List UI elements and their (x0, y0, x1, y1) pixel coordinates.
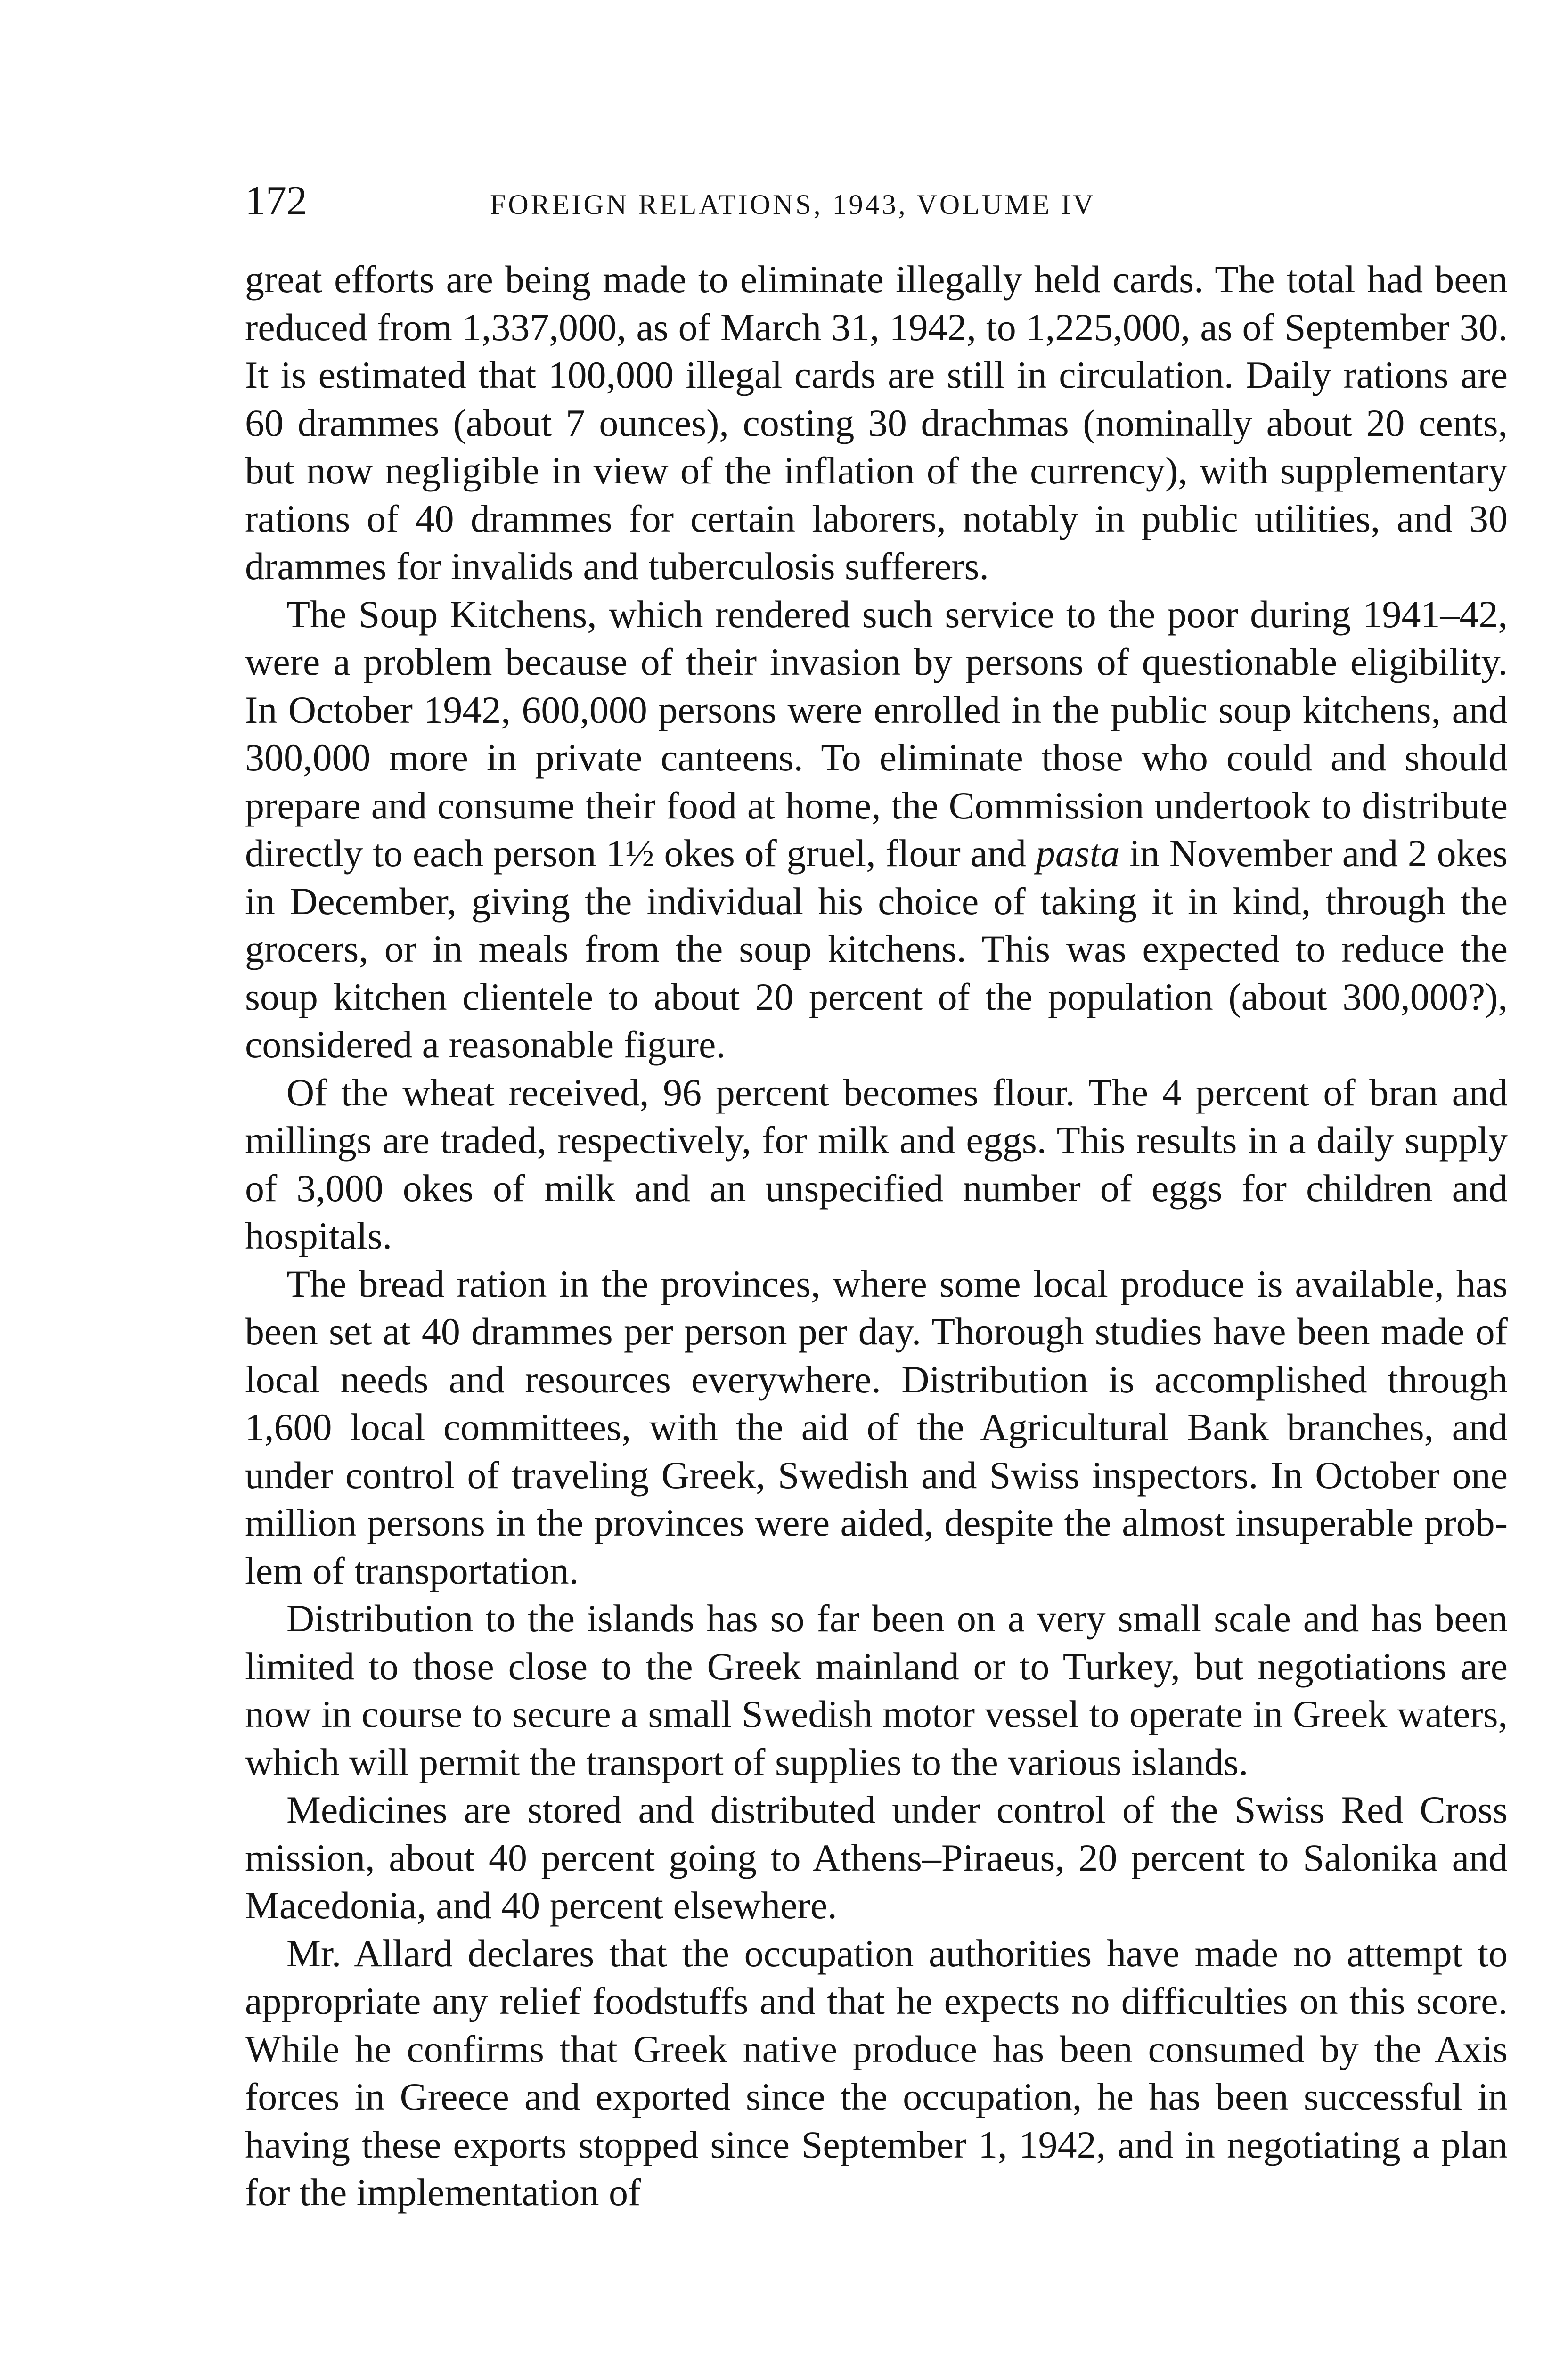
paragraph-ration-cards: great efforts are being made to eliminate illegally held cards. The total had been reduced from 1,337,000, as of March 31, 1942, to 1,225,000, as of September 30. It is estimated that 100,000 illegal cards are still in circulation. Daily rations are 60 drammes (about 7 ounces), costing 30 drachmas (nominally about 20 cents, but now negligible in view of the inflation of the currency), with supplementary rations of 40 drammes for certain laborers, notably in public utilities, and 30 drammes for invalids and tuberculosis sufferers. (245, 258, 1508, 588)
running-title: FOREIGN RELATIONS, 1943, VOLUME IV (490, 189, 1096, 220)
paragraph-soup-kitchens-text: The Soup Kitchens, which rendered such service to the poor during 1941–42, were a problem because of their invasion by persons of questionable eligibility. In October 1942, 600,000 persons were enrolled in the public soup kitchens, and 300,000 more in private canteens. To eliminate those who could and should prepare and consume their food at home, the Commission undertook to distribute directly to each person 1½ okes of gruel, flour and (245, 592, 1508, 875)
italic-term-pasta: pasta (1036, 832, 1120, 875)
paragraph-wheat: Of the wheat received, 96 percent becomes flour. The 4 percent of bran and millings are traded, respectively, for milk and eggs. This results in a daily supply of 3,000 okes of milk and an unspecified number of eggs for children and hospitals. (245, 1071, 1508, 1257)
paragraph-islands: Distribution to the islands has so far been on a very small scale and has been limited to those close to the Greek mainland or to Turkey, but negotiations are now in course to secure a small Swedish motor vessel to operate in Greek waters, which will permit the transport of supplies to the various islands. (245, 1597, 1508, 1783)
paragraph-soup-kitchens (245, 590, 1508, 1069)
paragraph-allard: Mr. Allard declares that the occupation authorities have made no attempt to appropriate any relief foodstuffs and that he expects no difficulties on this score. While he confirms that Greek native produce has been consumed by the Axis forces in Greece and exported since the occupation, he has been successful in having these exports stopped since September 1, 1942, and in negotiating a plan for the implementation of (245, 1931, 1508, 2214)
paragraph-soup-kitchens-text-continued: in November and 2 okes in December, giving the individual his choice of taking it in kind, through the grocers, or in meals from the soup kitchens. This was expected to reduce the soup kitchen clientele to about 20 percent of the population (about 300,000?), considered a reasonable figure. (245, 832, 1508, 1066)
paragraph-bread-ration: The bread ration in the provinces, where some local produce is available, has been set at 40 drammes per person per day. Thorough studies have been made of local needs and resources everywhere. Distribution is accomplished through 1,600 local committees, with the aid of the Agricultural Bank branches, and under control of traveling Greek, Swedish and Swiss inspectors. In October one million persons in the provinces were aided, despite the almost insuperable problem of transportation. (245, 1262, 1508, 1592)
paragraph-medicines: Medicines are stored and distributed under control of the Swiss Red Cross mission, about 40 percent going to Athens–Piraeus, 20 percent to Salonika and Macedonia, and 40 percent elsewhere. (245, 1788, 1508, 1927)
page-number: 172 (245, 178, 307, 224)
document-page (245, 175, 1508, 2217)
running-head (245, 175, 1508, 227)
